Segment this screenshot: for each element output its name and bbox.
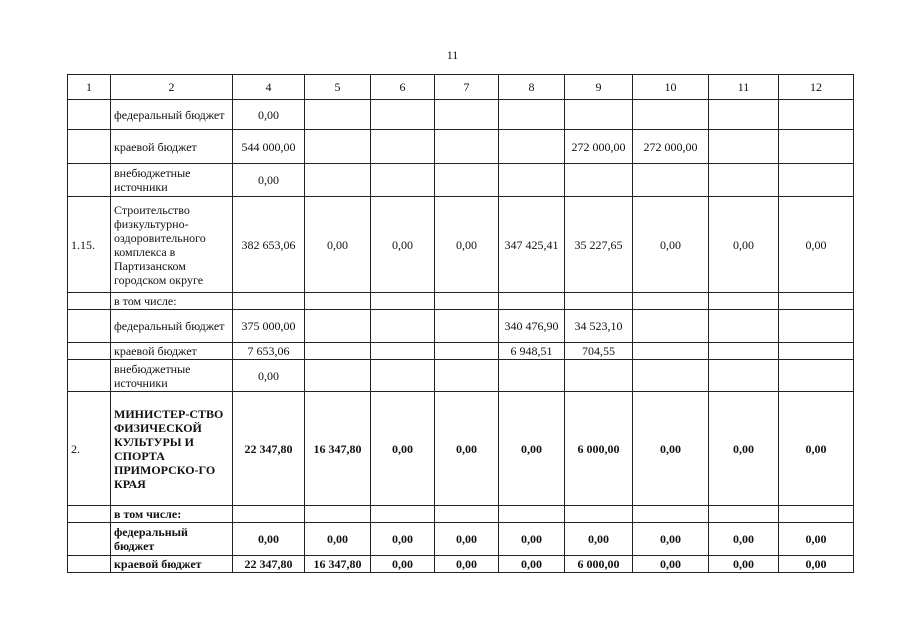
cell-col-6: 0,00 — [371, 197, 435, 293]
row-index — [68, 360, 111, 392]
row-label: внебюджетные источники — [111, 164, 233, 197]
table-row — [68, 100, 854, 130]
cell-col-4: 544 000,00 — [233, 130, 305, 164]
cell-col-11: 0,00 — [709, 523, 779, 556]
cell-col-10 — [633, 293, 709, 310]
cell-col-9: 35 227,65 — [565, 197, 633, 293]
row-label: федеральный бюджет — [111, 523, 233, 556]
column-header: 8 — [499, 75, 565, 100]
cell-col-11 — [709, 310, 779, 343]
table-row — [68, 506, 854, 523]
row-index — [68, 164, 111, 197]
cell-col-7: 0,00 — [435, 556, 499, 573]
row-index — [68, 523, 111, 556]
cell-col-10 — [633, 360, 709, 392]
cell-col-7 — [435, 343, 499, 360]
cell-col-7: 0,00 — [435, 197, 499, 293]
budget-table — [67, 74, 854, 573]
table-header-row — [68, 75, 854, 100]
cell-col-7 — [435, 506, 499, 523]
row-label: краевой бюджет — [111, 130, 233, 164]
cell-col-6 — [371, 343, 435, 360]
cell-col-9 — [565, 506, 633, 523]
table-row — [68, 293, 854, 310]
cell-col-12: 0,00 — [779, 523, 854, 556]
column-header: 12 — [779, 75, 854, 100]
column-header: 6 — [371, 75, 435, 100]
cell-col-11 — [709, 293, 779, 310]
cell-col-7 — [435, 130, 499, 164]
cell-col-6: 0,00 — [371, 556, 435, 573]
cell-col-5: 16 347,80 — [305, 392, 371, 506]
page-number: 11 — [446, 48, 459, 62]
cell-col-10: 272 000,00 — [633, 130, 709, 164]
row-index — [68, 506, 111, 523]
row-index — [68, 556, 111, 573]
cell-col-6: 0,00 — [371, 523, 435, 556]
cell-col-6 — [371, 130, 435, 164]
cell-col-6 — [371, 310, 435, 343]
cell-col-5 — [305, 310, 371, 343]
cell-col-12 — [779, 343, 854, 360]
cell-col-4: 0,00 — [233, 164, 305, 197]
cell-col-10: 0,00 — [633, 392, 709, 506]
row-index: 1.15. — [68, 197, 111, 293]
cell-col-7 — [435, 360, 499, 392]
table-row — [68, 197, 854, 293]
cell-col-11: 0,00 — [709, 392, 779, 506]
row-index: 2. — [68, 392, 111, 506]
row-index — [68, 100, 111, 130]
table-row — [68, 523, 854, 556]
cell-col-12 — [779, 164, 854, 197]
cell-col-8 — [499, 164, 565, 197]
cell-col-11 — [709, 360, 779, 392]
row-label: в том числе: — [111, 293, 233, 310]
cell-col-10 — [633, 100, 709, 130]
row-index — [68, 310, 111, 343]
cell-col-12: 0,00 — [779, 556, 854, 573]
cell-col-7 — [435, 164, 499, 197]
cell-col-5 — [305, 130, 371, 164]
cell-col-4 — [233, 293, 305, 310]
cell-col-12 — [779, 130, 854, 164]
cell-col-10 — [633, 310, 709, 343]
cell-col-11 — [709, 130, 779, 164]
cell-col-10 — [633, 343, 709, 360]
column-header: 7 — [435, 75, 499, 100]
cell-col-12 — [779, 293, 854, 310]
cell-col-11 — [709, 506, 779, 523]
column-header: 11 — [709, 75, 779, 100]
cell-col-9: 6 000,00 — [565, 556, 633, 573]
cell-col-9: 34 523,10 — [565, 310, 633, 343]
cell-col-5 — [305, 360, 371, 392]
cell-col-5 — [305, 164, 371, 197]
cell-col-5 — [305, 506, 371, 523]
cell-col-8 — [499, 506, 565, 523]
cell-col-4: 0,00 — [233, 523, 305, 556]
row-label: внебюджетные источники — [111, 360, 233, 392]
cell-col-5: 0,00 — [305, 523, 371, 556]
column-header: 4 — [233, 75, 305, 100]
row-label: краевой бюджет — [111, 343, 233, 360]
cell-col-11: 0,00 — [709, 197, 779, 293]
cell-col-12: 0,00 — [779, 392, 854, 506]
cell-col-9 — [565, 164, 633, 197]
cell-col-8: 0,00 — [499, 392, 565, 506]
cell-col-6: 0,00 — [371, 392, 435, 506]
cell-col-8: 0,00 — [499, 556, 565, 573]
column-header: 1 — [68, 75, 111, 100]
cell-col-8 — [499, 293, 565, 310]
column-header: 2 — [111, 75, 233, 100]
cell-col-6 — [371, 293, 435, 310]
cell-col-7 — [435, 293, 499, 310]
cell-col-4: 375 000,00 — [233, 310, 305, 343]
cell-col-8: 6 948,51 — [499, 343, 565, 360]
row-label: в том числе: — [111, 506, 233, 523]
row-label: Строительство физкультурно-оздоровительного комплекса в Партизанском городском округе — [111, 197, 233, 293]
cell-col-6 — [371, 360, 435, 392]
cell-col-9: 0,00 — [565, 523, 633, 556]
cell-col-6 — [371, 506, 435, 523]
table-row — [68, 392, 854, 506]
cell-col-4: 0,00 — [233, 360, 305, 392]
row-index — [68, 293, 111, 310]
cell-col-4: 7 653,06 — [233, 343, 305, 360]
cell-col-5 — [305, 293, 371, 310]
cell-col-8: 340 476,90 — [499, 310, 565, 343]
row-label: краевой бюджет — [111, 556, 233, 573]
cell-col-7 — [435, 310, 499, 343]
cell-col-11 — [709, 164, 779, 197]
cell-col-9: 6 000,00 — [565, 392, 633, 506]
cell-col-12 — [779, 310, 854, 343]
cell-col-9 — [565, 360, 633, 392]
cell-col-8: 347 425,41 — [499, 197, 565, 293]
row-index — [68, 130, 111, 164]
cell-col-9: 704,55 — [565, 343, 633, 360]
cell-col-4: 22 347,80 — [233, 392, 305, 506]
cell-col-9: 272 000,00 — [565, 130, 633, 164]
cell-col-5 — [305, 343, 371, 360]
table-row — [68, 556, 854, 573]
cell-col-8 — [499, 130, 565, 164]
column-header: 10 — [633, 75, 709, 100]
row-index — [68, 343, 111, 360]
cell-col-11 — [709, 100, 779, 130]
cell-col-7 — [435, 100, 499, 130]
cell-col-8: 0,00 — [499, 523, 565, 556]
cell-col-7: 0,00 — [435, 523, 499, 556]
row-label: федеральный бюджет — [111, 100, 233, 130]
cell-col-8 — [499, 360, 565, 392]
cell-col-9 — [565, 100, 633, 130]
table-row — [68, 130, 854, 164]
cell-col-5 — [305, 100, 371, 130]
cell-col-12: 0,00 — [779, 197, 854, 293]
cell-col-4: 382 653,06 — [233, 197, 305, 293]
cell-col-10: 0,00 — [633, 556, 709, 573]
table-row — [68, 343, 854, 360]
cell-col-6 — [371, 164, 435, 197]
cell-col-10: 0,00 — [633, 523, 709, 556]
column-header: 5 — [305, 75, 371, 100]
row-label: федеральный бюджет — [111, 310, 233, 343]
row-label: МИНИСТЕР-СТВО ФИЗИЧЕСКОЙ КУЛЬТУРЫ И СПОРТА ПРИМОРСКО-ГО КРАЯ — [111, 392, 233, 506]
table-row — [68, 360, 854, 392]
cell-col-4: 22 347,80 — [233, 556, 305, 573]
table-row — [68, 164, 854, 197]
cell-col-4 — [233, 506, 305, 523]
cell-col-5: 0,00 — [305, 197, 371, 293]
cell-col-9 — [565, 293, 633, 310]
cell-col-11: 0,00 — [709, 556, 779, 573]
table-row — [68, 310, 854, 343]
cell-col-10: 0,00 — [633, 197, 709, 293]
cell-col-6 — [371, 100, 435, 130]
column-header: 9 — [565, 75, 633, 100]
cell-col-12 — [779, 360, 854, 392]
cell-col-8 — [499, 100, 565, 130]
cell-col-12 — [779, 506, 854, 523]
cell-col-7: 0,00 — [435, 392, 499, 506]
cell-col-10 — [633, 164, 709, 197]
cell-col-11 — [709, 343, 779, 360]
cell-col-10 — [633, 506, 709, 523]
cell-col-4: 0,00 — [233, 100, 305, 130]
cell-col-5: 16 347,80 — [305, 556, 371, 573]
cell-col-12 — [779, 100, 854, 130]
